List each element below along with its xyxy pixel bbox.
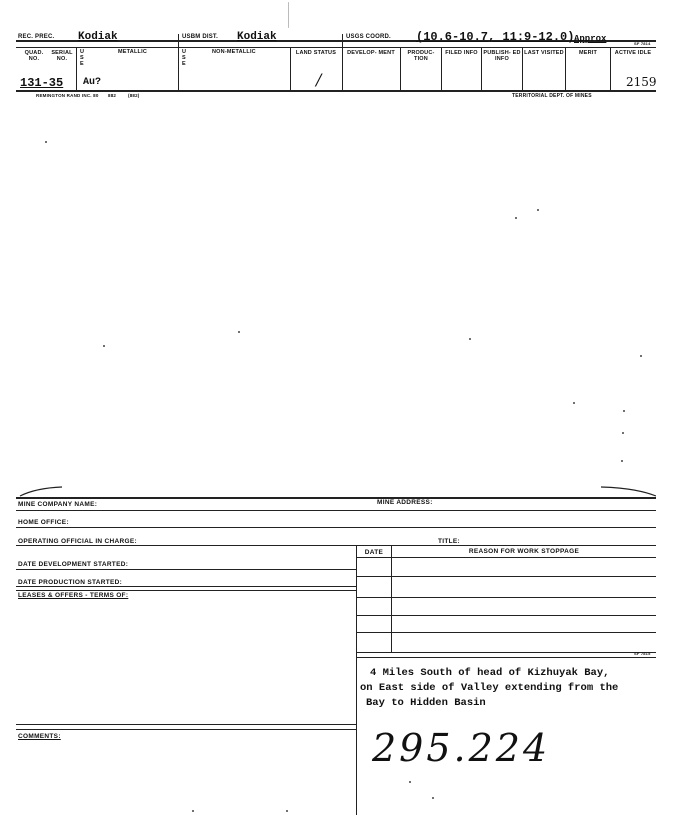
usgs-coord-label: USGS COORD. bbox=[346, 34, 391, 40]
location-line-3: Bay to Hidden Basin bbox=[366, 697, 486, 709]
usbm-dist-label: USBM DIST. bbox=[182, 34, 219, 40]
vdiv-prod bbox=[441, 47, 442, 90]
hline-prod-started bbox=[16, 586, 356, 587]
hline-comments bbox=[16, 724, 356, 725]
form-number-bottom: SF 7815 bbox=[634, 651, 651, 656]
usgs-coord-value: (10.6-10.7, 11:9-12.0) bbox=[416, 30, 575, 44]
usbm-dist-value: Kodiak bbox=[237, 31, 277, 43]
vdiv-2 bbox=[342, 34, 343, 90]
center-divider bbox=[356, 545, 357, 815]
col-metallic: METALLIC bbox=[118, 49, 147, 55]
col-development: DEVELOP- MENT bbox=[347, 50, 395, 56]
vdiv-merit bbox=[610, 47, 611, 90]
handwritten-number: 295.224 bbox=[372, 726, 551, 770]
row-active-idle-value: 2159 bbox=[626, 75, 657, 89]
leases-offers-label: LEASES & OFFERS - TERMS OF: bbox=[18, 592, 129, 599]
mine-address-label: MINE ADDRESS: bbox=[377, 499, 433, 506]
printer-left: REMINGTON RAND INC. 80 bbox=[36, 93, 99, 98]
title-label: TITLE: bbox=[438, 538, 461, 545]
vdiv-pub bbox=[522, 47, 523, 90]
col-last-visited: LAST VISITED bbox=[524, 50, 564, 56]
stoppage-row-3 bbox=[356, 615, 656, 616]
home-office-label: HOME OFFICE: bbox=[18, 519, 69, 526]
row-quad-value: 131-35 bbox=[20, 76, 64, 90]
header-divider bbox=[16, 47, 656, 48]
col-land-status: LAND STATUS bbox=[295, 50, 337, 56]
stoppage-header-line bbox=[356, 557, 656, 558]
col-merit: MERIT bbox=[578, 50, 598, 56]
mine-company-name-label: MINE COMPANY NAME: bbox=[18, 501, 98, 508]
row-land-status-value: / bbox=[316, 70, 322, 89]
vdiv-land bbox=[290, 47, 291, 90]
stoppage-bottom bbox=[356, 657, 656, 658]
hline-company bbox=[16, 497, 656, 499]
printer-code-1: 882 bbox=[108, 93, 117, 98]
printer-code-2: (882) bbox=[128, 93, 140, 98]
stoppage-row-2 bbox=[356, 597, 656, 598]
col-serial-no: SERIAL NO. bbox=[51, 50, 73, 62]
printer-right: TERRITORIAL DEPT. OF MINES bbox=[512, 93, 592, 99]
hline-dev-started bbox=[16, 569, 356, 570]
rec-prec-label: REC. PREC. bbox=[18, 34, 55, 40]
vdiv-filed bbox=[481, 47, 482, 90]
vdiv-dev bbox=[400, 47, 401, 90]
row-metallic-value: Au? bbox=[83, 77, 102, 88]
stoppage-row-1 bbox=[356, 576, 656, 577]
vdiv-1 bbox=[178, 34, 179, 90]
rec-prec-value: Kodiak bbox=[78, 31, 118, 43]
hline-comments-2 bbox=[16, 729, 356, 730]
stoppage-date-divider bbox=[391, 545, 392, 652]
stoppage-row-5 bbox=[356, 652, 656, 653]
hline-prod-started-2 bbox=[16, 590, 356, 591]
hline-under-company bbox=[16, 510, 656, 511]
stoppage-row-4 bbox=[356, 632, 656, 633]
stoppage-date-header: DATE bbox=[364, 549, 384, 556]
col-published-info: PUBLISH- ED INFO bbox=[483, 50, 521, 62]
col-use-nonmetallic: U S E bbox=[182, 49, 187, 67]
approx-note: Approx bbox=[574, 34, 607, 44]
comments-label: COMMENTS: bbox=[18, 733, 61, 740]
top-curve-strokes bbox=[16, 478, 656, 498]
date-development-label: DATE DEVELOPMENT STARTED: bbox=[18, 561, 129, 568]
vdiv-last bbox=[565, 47, 566, 90]
operating-official-label: OPERATING OFFICIAL IN CHARGE: bbox=[18, 538, 137, 545]
bottom-border bbox=[16, 90, 656, 92]
col-active-idle: ACTIVE IDLE bbox=[614, 50, 652, 56]
col-quad-no: QUAD. NO. bbox=[24, 50, 44, 62]
hline-operating bbox=[16, 545, 656, 546]
location-line-2: on East side of Valley extending from the bbox=[360, 682, 619, 694]
date-production-label: DATE PRODUCTION STARTED: bbox=[18, 579, 123, 586]
hline-home-office bbox=[16, 527, 656, 528]
location-line-1: 4 Miles South of head of Kizhuyak Bay, bbox=[370, 667, 610, 679]
col-filed-info: FILED INFO bbox=[445, 50, 478, 56]
vdiv-serial bbox=[76, 47, 77, 90]
col-nonmetallic: NON-METALLIC bbox=[212, 49, 256, 55]
location-description bbox=[360, 666, 618, 711]
form-number-top: SF 7814 bbox=[634, 41, 651, 46]
col-use-metallic: U S E bbox=[80, 49, 85, 67]
col-production: PRODUC- TION bbox=[407, 50, 435, 62]
stoppage-reason-header: REASON FOR WORK STOPPAGE bbox=[468, 548, 580, 555]
